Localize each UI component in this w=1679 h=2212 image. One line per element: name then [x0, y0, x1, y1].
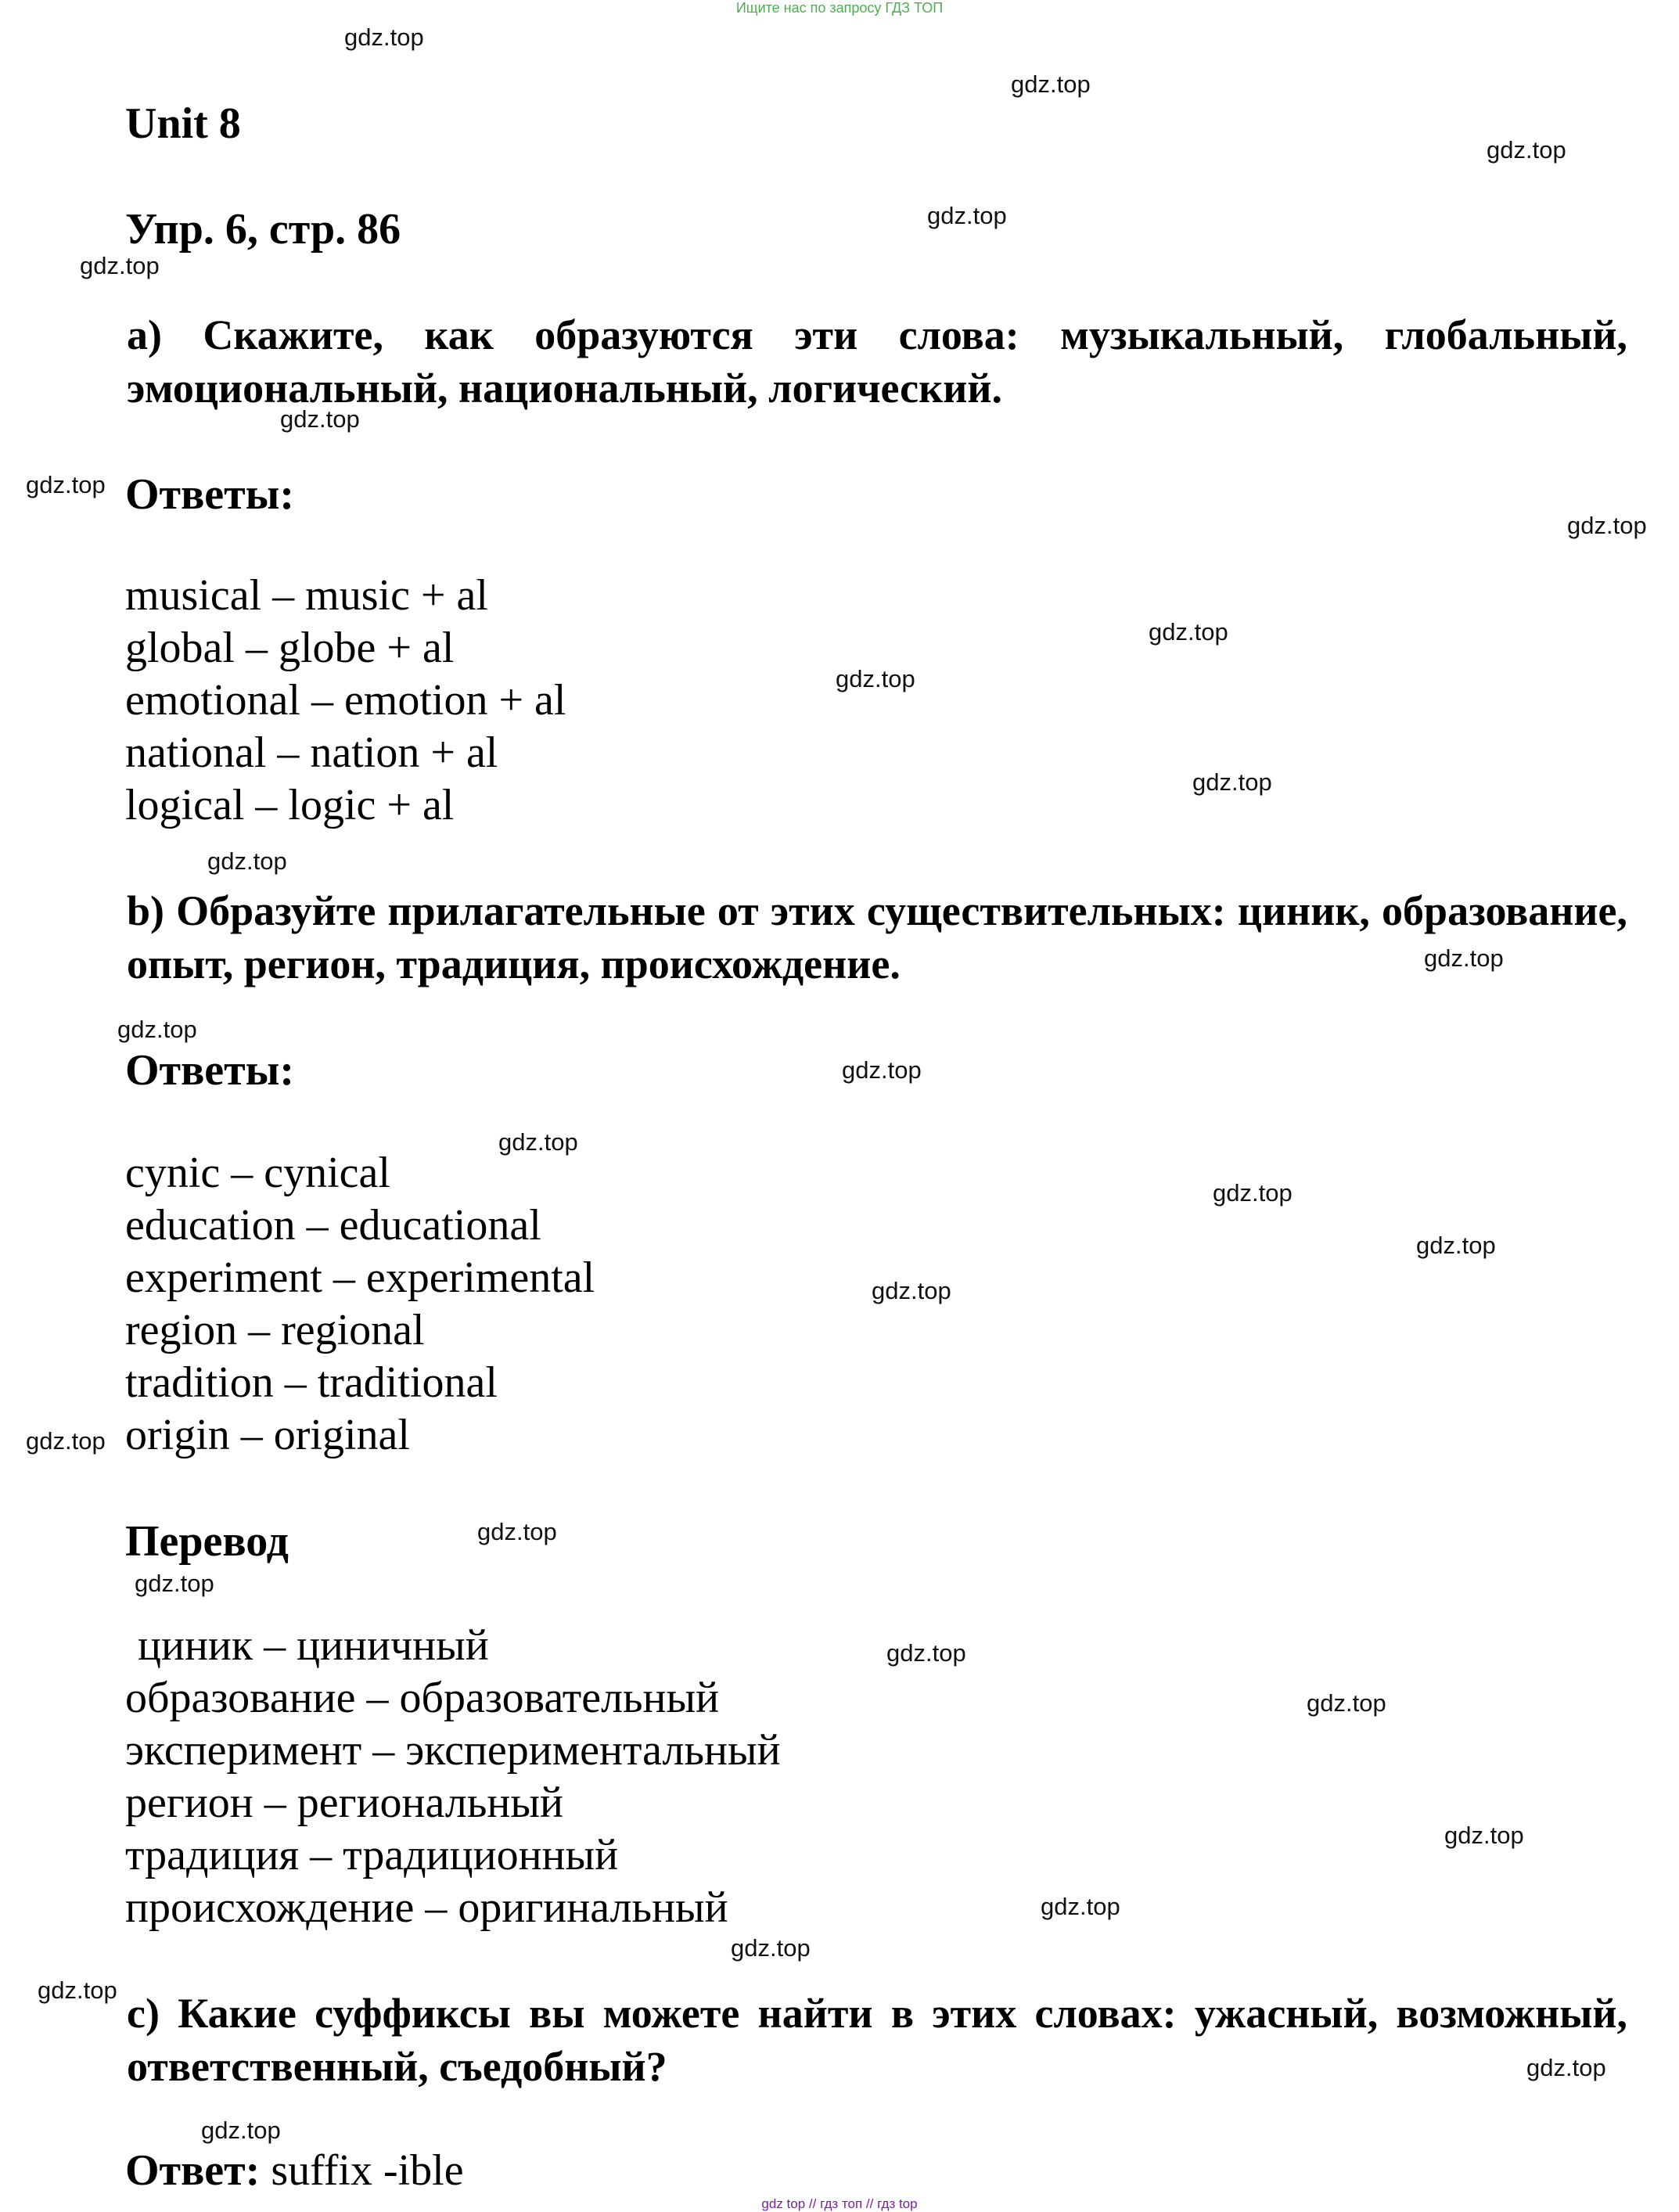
watermark: gdz.top — [1567, 512, 1647, 539]
watermark: gdz.top — [26, 471, 106, 498]
list-item: origin – original — [125, 1411, 410, 1459]
question-b — [31, 884, 1627, 991]
watermark: gdz.top — [1444, 1822, 1524, 1849]
list-item: logical – logic + al — [125, 781, 455, 829]
watermark: gdz.top — [1487, 136, 1566, 164]
watermark: gdz.top — [280, 405, 360, 433]
watermark: gdz.top — [731, 1934, 811, 1962]
list-item: national – nation + al — [125, 728, 498, 777]
watermark: gdz.top — [872, 1277, 951, 1304]
watermark: gdz.top — [80, 252, 160, 279]
list-item: education – educational — [125, 1201, 541, 1250]
footer-watermark: gdz top // гдз топ // гдз top — [761, 2196, 918, 2211]
list-item: регион – региональный — [125, 1779, 563, 1827]
watermark: gdz.top — [836, 665, 915, 692]
watermark: gdz.top — [1416, 1232, 1496, 1259]
answer-c-label: Ответ: — [125, 2146, 261, 2195]
list-item: эксперимент – экспериментальный — [125, 1726, 781, 1775]
answers-heading-a: Ответы: — [125, 470, 295, 519]
watermark: gdz.top — [135, 1570, 214, 1597]
list-item: циник – циничный — [138, 1621, 489, 1670]
question-a — [31, 308, 1627, 415]
list-item: происхождение – оригинальный — [125, 1883, 728, 1932]
list-item: emotional – emotion + al — [125, 676, 566, 725]
question-c — [31, 1987, 1627, 2093]
watermark: gdz.top — [1307, 1689, 1386, 1717]
list-item: region – regional — [125, 1306, 425, 1354]
watermark: gdz.top — [1424, 944, 1504, 972]
watermark: gdz.top — [1213, 1179, 1293, 1207]
question-a-text: а) Скажите, как образуются эти слова: музыкальный, глобальный, эмоциональный, национальный, логический. — [127, 311, 1627, 412]
answers-list-b — [125, 1147, 595, 1462]
unit-title: Unit 8 — [125, 99, 241, 148]
watermark: gdz.top — [886, 1639, 966, 1667]
watermark: gdz.top — [927, 202, 1007, 229]
watermark: gdz.top — [498, 1128, 578, 1156]
watermark: gdz.top — [38, 1976, 117, 2004]
watermark: gdz.top — [1149, 618, 1228, 646]
list-item: global – globe + al — [125, 624, 455, 672]
answers-heading-b: Ответы: — [125, 1046, 295, 1095]
list-item: cynic – cynical — [125, 1149, 390, 1197]
watermark: gdz.top — [1192, 768, 1272, 796]
list-item: experiment – experimental — [125, 1253, 595, 1302]
question-c-text: c) Какие суффиксы вы можете найти в этих словах: ужасный, возможный, ответственный, съедобный? — [127, 1990, 1627, 2090]
answer-c — [125, 2146, 464, 2195]
list-item: musical – music + al — [125, 571, 488, 620]
watermark: gdz.top — [1526, 2054, 1606, 2081]
question-b-text: b) Образуйте прилагательные от этих существительных: циник, образование, опыт, регион, традиция, происхождение. — [127, 887, 1627, 987]
watermark: gdz.top — [1011, 70, 1091, 98]
list-item: tradition – traditional — [125, 1358, 498, 1407]
list-item: традиция – традиционный — [125, 1831, 619, 1879]
watermark: gdz.top — [477, 1518, 557, 1545]
translation-list — [125, 1620, 781, 1934]
exercise-title: Упр. 6, стр. 86 — [125, 205, 401, 254]
answer-c-value: suffix -ible — [260, 2146, 464, 2195]
watermark: gdz.top — [207, 847, 287, 875]
answers-list-a — [125, 570, 566, 832]
watermark: gdz.top — [117, 1016, 197, 1043]
search-banner: Ищите нас по запросу ГДЗ ТОП — [735, 0, 944, 16]
watermark: gdz.top — [344, 23, 424, 51]
watermark: gdz.top — [1041, 1893, 1120, 1920]
watermark: gdz.top — [201, 2117, 281, 2144]
list-item: образование – образовательный — [125, 1674, 720, 1722]
translation-heading: Перевод — [125, 1517, 289, 1566]
watermark: gdz.top — [26, 1427, 106, 1455]
watermark: gdz.top — [842, 1056, 922, 1084]
